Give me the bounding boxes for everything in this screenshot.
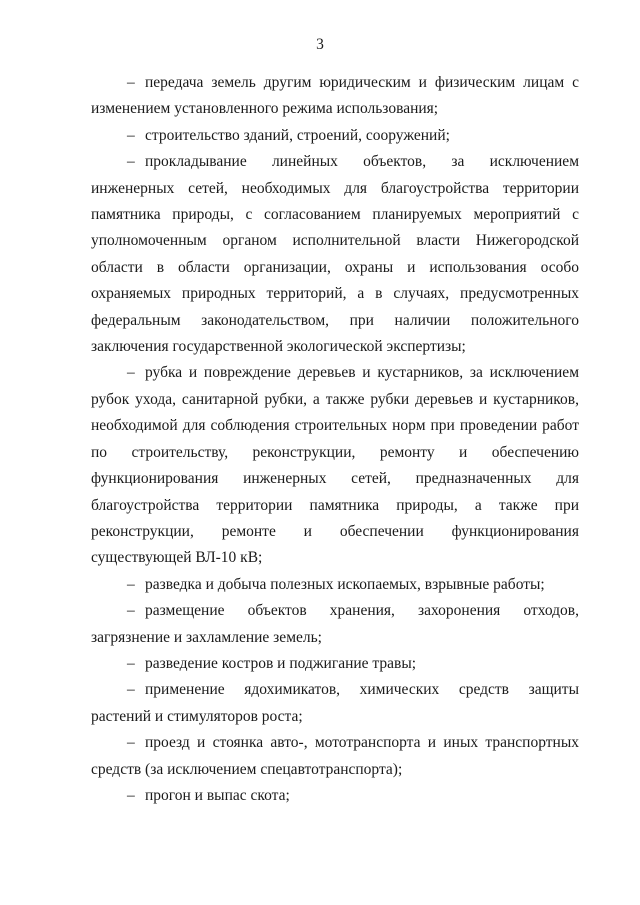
list-item-text: разведка и добыча полезных ископаемых, взрывные работы; (145, 575, 545, 593)
dash-marker: – (127, 681, 135, 699)
list-item (91, 598, 579, 651)
dash-marker: – (127, 602, 135, 620)
document-body (91, 70, 579, 809)
list-item-text: рубка и повреждение деревьев и кустарников, за исключением рубок ухода, санитарной рубки, а также рубки деревьев и кустарников, необходимой для соблюдения строительных норм при проведении работ по строительству, реконструкции, ремонту и обеспечению функционирования инженерных сетей, предназначенных для благоустройства территории памятника природы, а также при реконструкции, ремонте и обеспечении функционирования существующей ВЛ-10 кВ; (91, 364, 579, 567)
list-item-text: прокладывание линейных объектов, за исключением инженерных сетей, необходимых для благоустройства территории памятника природы, с согласованием планируемых мероприятий с уполномоченным органом исполнительной власти Нижегородской области в области организации, охраны и использования особо охраняемых природных территорий, а в случаях, предусмотренных федеральным законодательством, при наличии положительного заключения государственной экологической экспертизы; (91, 153, 579, 356)
dash-marker: – (127, 654, 135, 672)
dash-marker: – (127, 74, 135, 91)
list-item (91, 123, 579, 149)
dash-marker: – (127, 786, 135, 804)
list-item (91, 651, 579, 677)
list-item (91, 677, 579, 730)
dash-marker: – (127, 575, 135, 593)
list-item (91, 730, 579, 783)
list-item-text: передача земель другим юридическим и физическим лицам с изменением установленного режима использования; (91, 74, 579, 118)
list-item-text: прогон и выпас скота; (145, 786, 290, 804)
list-item (91, 783, 579, 809)
page-number: 3 (316, 36, 324, 53)
dash-marker: – (127, 364, 135, 382)
list-item-text: строительство зданий, строений, сооружений; (145, 126, 450, 144)
list-item-text: разведение костров и поджигание травы; (145, 654, 417, 672)
list-item (91, 149, 579, 360)
dash-marker: – (127, 126, 135, 144)
list-item-text: размещение объектов хранения, захоронения отходов, загрязнение и захламление земель; (91, 602, 579, 646)
list-item (91, 572, 579, 598)
list-item-text: применение ядохимикатов, химических средств защиты растений и стимуляторов роста; (91, 681, 579, 725)
list-item-text: проезд и стоянка авто-, мототранспорта и иных транспортных средств (за исключением спецавтотранспорта); (91, 734, 579, 778)
list-item (91, 70, 579, 123)
list-item (91, 360, 579, 571)
dash-marker: – (127, 153, 135, 171)
dash-marker: – (127, 734, 135, 752)
